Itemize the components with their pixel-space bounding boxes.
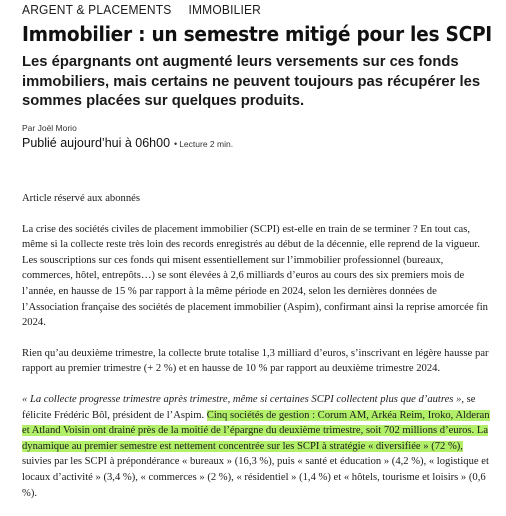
article-standfirst: Les épargnants ont augmenté leurs versements sur ces fonds immobiliers, mais certains ne peuvent toujours pas récupérer les sommes placées sur quelques produits. [22, 54, 481, 109]
article-title: Immobilier : un semestre mitigé pour les SCPI [22, 22, 492, 46]
article-body [22, 191, 492, 516]
rubric-link-argent-placements[interactable]: ARGENT & PLACEMENTS [22, 3, 172, 17]
separator-dot: • [174, 139, 178, 149]
author-byline [22, 123, 77, 133]
subscriber-label: Article réservé aux abonnés [22, 193, 140, 204]
publication-info [22, 136, 233, 150]
reading-time: Lecture 2 min. [179, 139, 234, 149]
rubric-nav [22, 3, 274, 17]
paragraph-3 [22, 392, 492, 501]
author-name[interactable]: Par Joël Morio [22, 123, 77, 133]
paragraph-3-end: suivies par les SCPI à prépondérance « bureaux » (16,3 %), puis « santé et éducation » (4,2 %), « logistique et locaux d’activité » (3,4 %), « commerces » (2 %), « résidentiel » (1,4 %) et « hôtels, tourisme et loisirs » (0,6 %). [22, 456, 489, 499]
rubric-link-immobilier[interactable]: IMMOBILIER [188, 3, 262, 17]
paragraph-1: La crise des sociétés civiles de placement immobilier (SCPI) est-elle en train de se terminer ? En tout cas, même si la collecte reste très loin des records enregistrés au début de la décennie, elle reprend de la vigueur. Les souscriptions sur ces fonds qui misent essentiellement sur l’immobilier professionnel (bureaux, commerces, hôtel, entrepôts…) se sont élevées à 2,6 milliards d’euros au cours des six premiers mois de l’année, en hausse de 15 % par rapport à la même période en 2024, selon les dernières données de l’Association française des sociétés de placement immobilier (Aspim), confirmant ainsi la reprise amorcée fin 2024. [22, 223, 488, 329]
highlighted-text[interactable]: Cinq sociétés de gestion : Corum AM, Arkéa Reim, Iroko, Alderan et Atland Voisin ont drainé près de la moitié de l’épargne du deuxième trimestre, soit 702 millions d’euros. La dynamique au premier semestre est nettement concentrée sur les SCPI à stratégie « diversifiée » (72 %), [22, 409, 490, 452]
paragraph-2: Rien qu’au deuxième trimestre, la collecte brute totalise 1,3 milliard d’euros, s’inscrivant en légère hausse par rapport au premier trimestre (+ 2 %) et en hausse de 10 % par rapport au deuxième trimestre 2024. [22, 347, 489, 375]
publication-date: Publié aujourd’hui à 06h00 [22, 136, 171, 150]
quote: « La collecte progresse trimestre après trimestre, même si certaines SCPI collectent plus que d’autres » [22, 393, 462, 405]
paragraph-3-attribution: , se félicite Frédéric Bôl, président de l’Aspim. [22, 393, 476, 421]
